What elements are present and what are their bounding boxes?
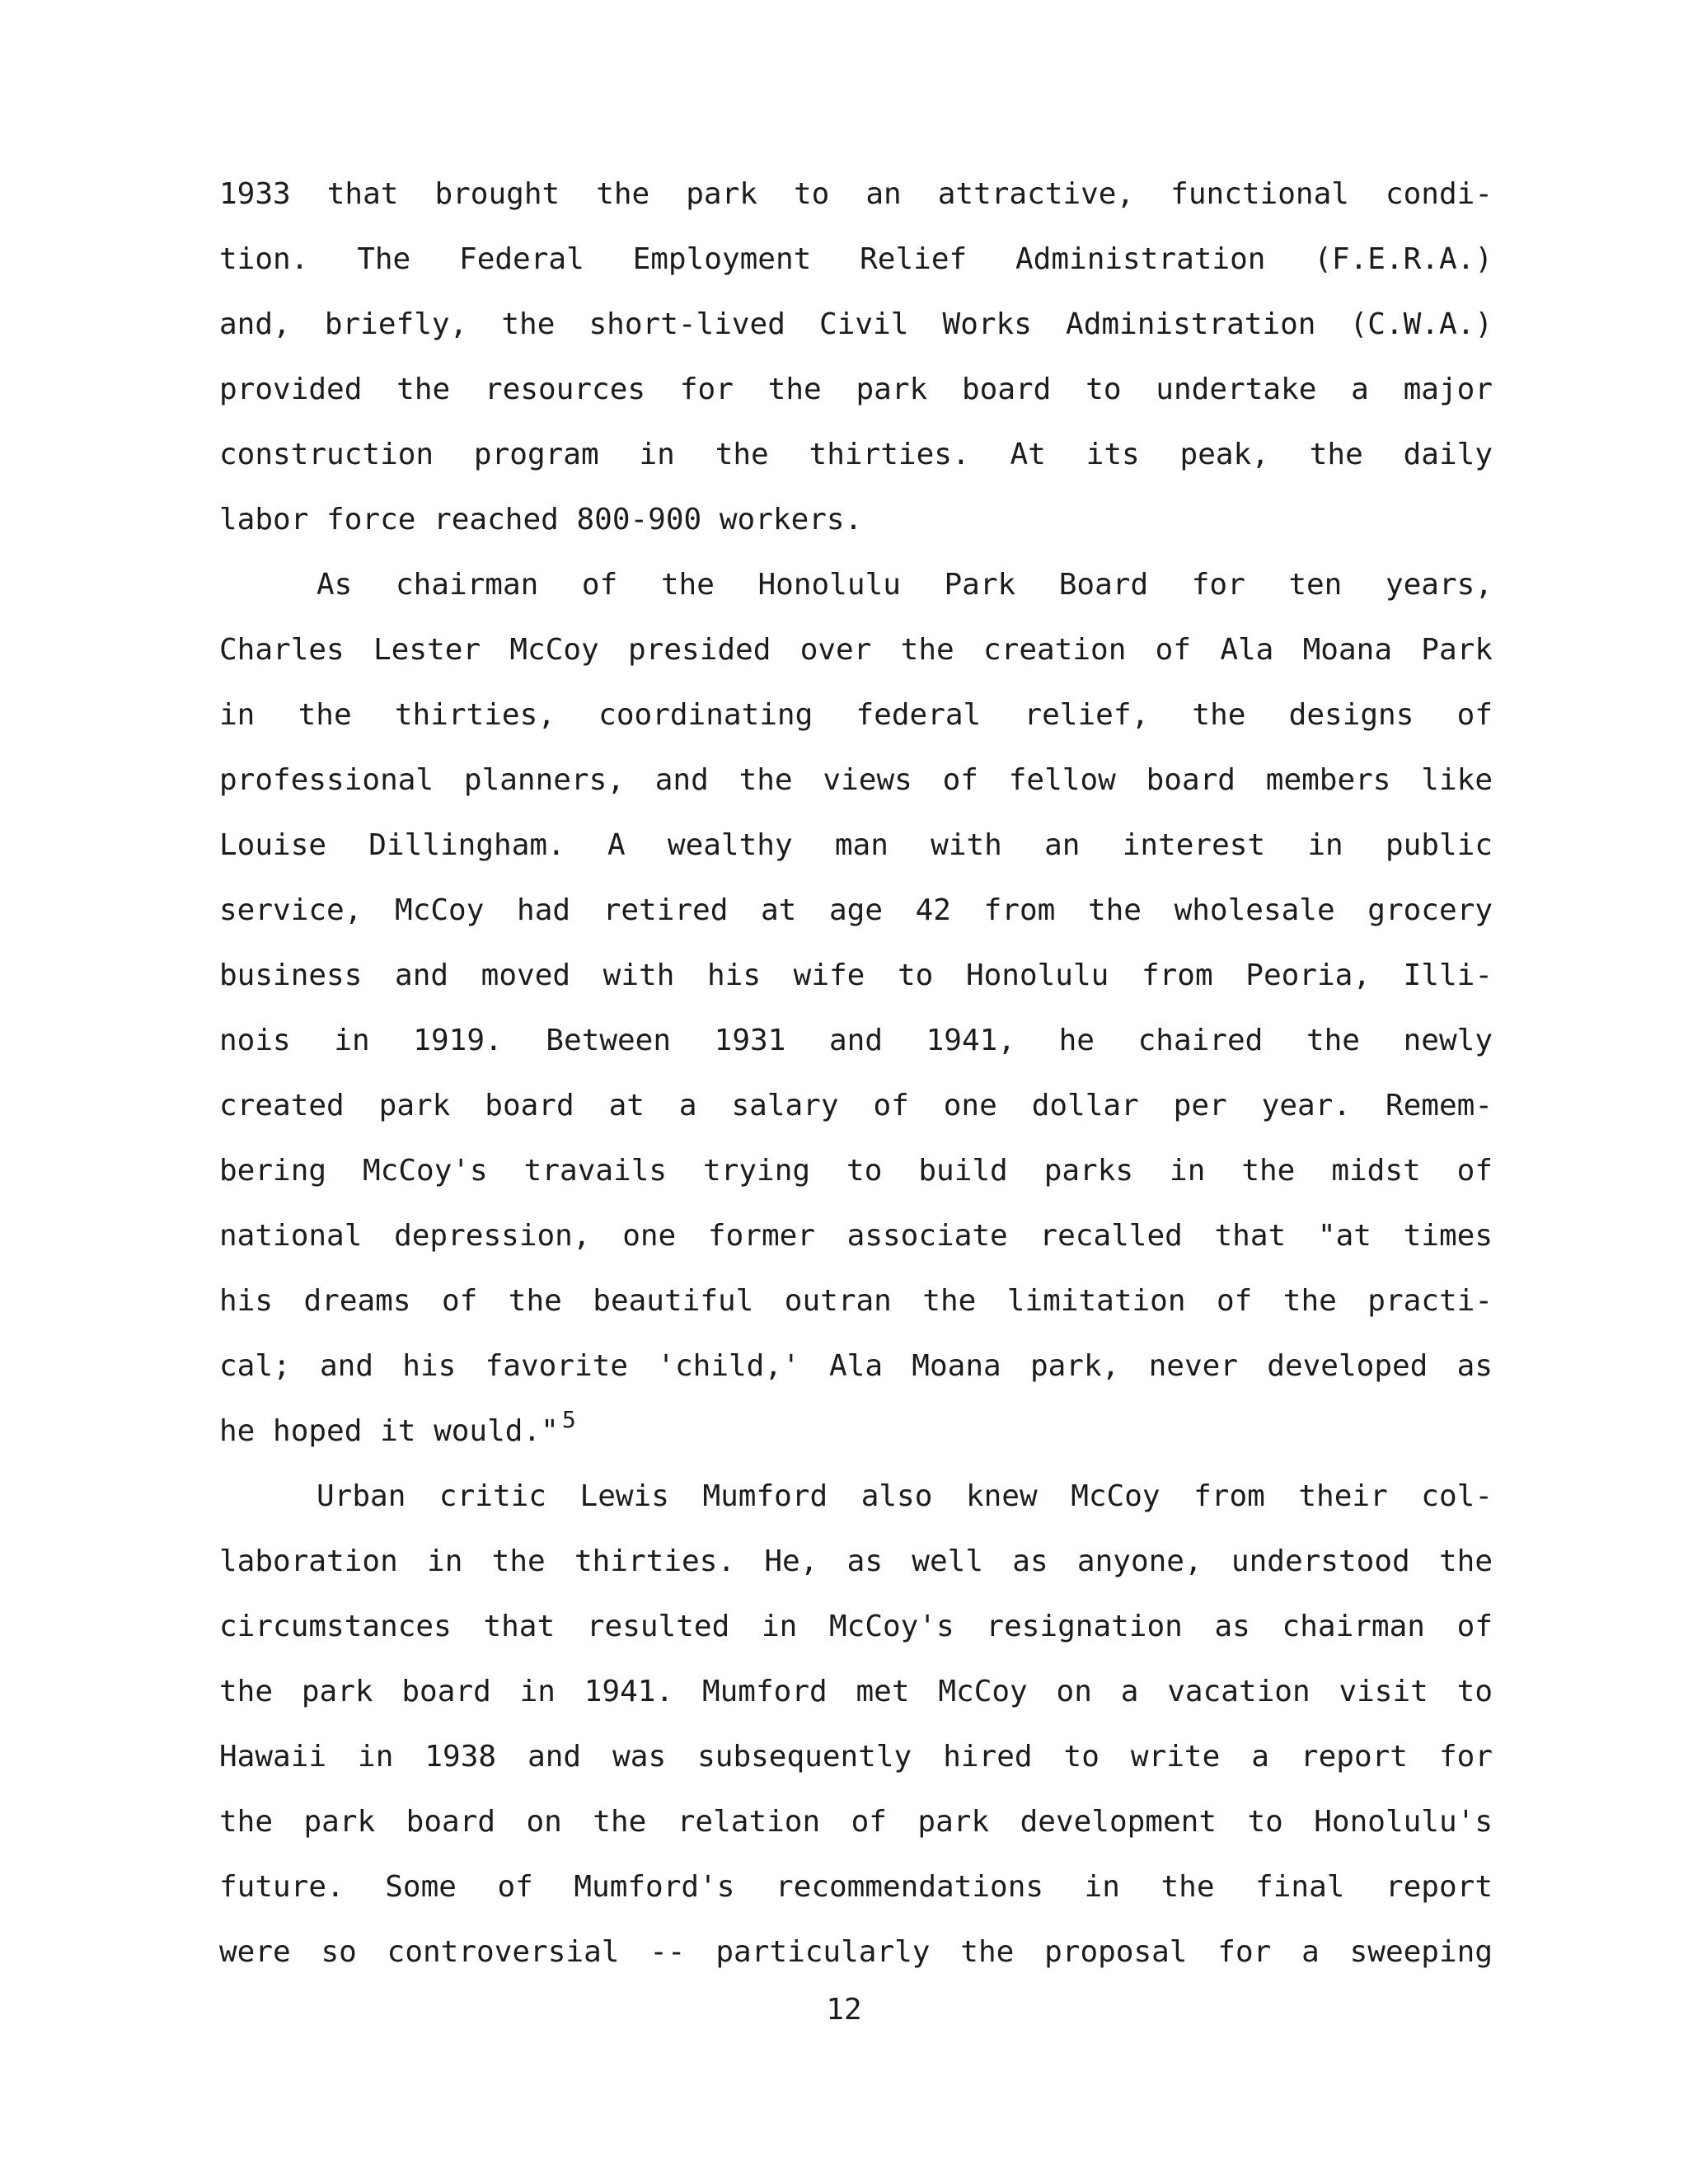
line-text: created park board at a salary of one dollar per year. Remem- <box>219 1089 1493 1122</box>
line-text: bering McCoy's travails trying to build parks in the midst of <box>219 1154 1493 1188</box>
text-line <box>219 878 1493 943</box>
line-text: Louise Dillingham. A wealthy man with an interest in public <box>219 828 1493 862</box>
line-text: he hoped it would." <box>219 1414 559 1448</box>
text-line <box>219 943 1493 1008</box>
line-text: professional planners, and the views of fellow board members like <box>219 763 1493 797</box>
text-line <box>219 1529 1493 1594</box>
line-text: laboration in the thirties. He, as well as anyone, understood the <box>219 1544 1493 1578</box>
line-text: Charles Lester McCoy presided over the creation of Ala Moana Park <box>219 633 1493 667</box>
text-line <box>219 1399 1493 1464</box>
paragraph <box>219 162 1493 552</box>
text-line <box>219 227 1493 292</box>
paragraph <box>219 552 1493 1464</box>
text-line <box>219 1333 1493 1399</box>
line-text: As chairman of the Honolulu Park Board for ten years, <box>316 568 1493 602</box>
text-line <box>219 1203 1493 1268</box>
line-text: the park board on the relation of park development to Honolulu's <box>219 1805 1493 1839</box>
text-line <box>219 617 1493 682</box>
text-line <box>219 682 1493 748</box>
line-text: provided the resources for the park board to undertake a major <box>219 373 1493 406</box>
line-text: and, briefly, the short-lived Civil Works Administration (C.W.A.) <box>219 307 1493 341</box>
text-line <box>219 357 1493 422</box>
text-line <box>219 1854 1493 1919</box>
line-text: cal; and his favorite 'child,' Ala Moana park, never developed as <box>219 1349 1493 1383</box>
page-number: 12 <box>826 1993 862 2027</box>
text-line <box>219 422 1493 487</box>
footnote-reference: 5 <box>561 1406 576 1433</box>
line-text: future. Some of Mumford's recommendations in the final report <box>219 1870 1493 1904</box>
text-line <box>219 1724 1493 1789</box>
text-line <box>219 1073 1493 1138</box>
text-line <box>219 292 1493 357</box>
line-text: in the thirties, coordinating federal relief, the designs of <box>219 698 1493 732</box>
text-line <box>219 1594 1493 1659</box>
line-text: circumstances that resulted in McCoy's resignation as chairman of <box>219 1610 1493 1643</box>
text-line <box>219 1268 1493 1333</box>
line-text: national depression, one former associate recalled that "at times <box>219 1219 1493 1253</box>
text-line <box>219 748 1493 813</box>
text-line <box>219 1464 1493 1529</box>
text-line <box>219 552 1493 617</box>
line-text: 1933 that brought the park to an attractive, functional condi- <box>219 177 1493 211</box>
line-text: nois in 1919. Between 1931 and 1941, he chaired the newly <box>219 1024 1493 1057</box>
text-line <box>219 1659 1493 1724</box>
line-text: tion. The Federal Employment Relief Administration (F.E.R.A.) <box>219 242 1493 276</box>
line-text: the park board in 1941. Mumford met McCoy on a vacation visit to <box>219 1675 1493 1708</box>
text-line <box>219 1008 1493 1073</box>
line-text: his dreams of the beautiful outran the limitation of the practi- <box>219 1284 1493 1318</box>
line-text: construction program in the thirties. At its peak, the daily <box>219 438 1493 471</box>
text-line <box>219 1789 1493 1854</box>
line-text: Urban critic Lewis Mumford also knew McCoy from their col- <box>316 1479 1493 1513</box>
text-line <box>219 487 1493 552</box>
paragraph <box>219 1464 1493 1985</box>
body-text <box>219 162 1493 1985</box>
text-line <box>219 813 1493 878</box>
text-line <box>219 1919 1493 1985</box>
text-line <box>219 1138 1493 1203</box>
line-text: labor force reached 800-900 workers. <box>219 503 863 537</box>
line-text: service, McCoy had retired at age 42 from the wholesale grocery <box>219 893 1493 927</box>
line-text: Hawaii in 1938 and was subsequently hired to write a report for <box>219 1740 1493 1774</box>
text-line <box>219 162 1493 227</box>
line-text: were so controversial -- particularly the proposal for a sweeping <box>219 1935 1493 1969</box>
line-text: business and moved with his wife to Honolulu from Peoria, Illi- <box>219 958 1493 992</box>
